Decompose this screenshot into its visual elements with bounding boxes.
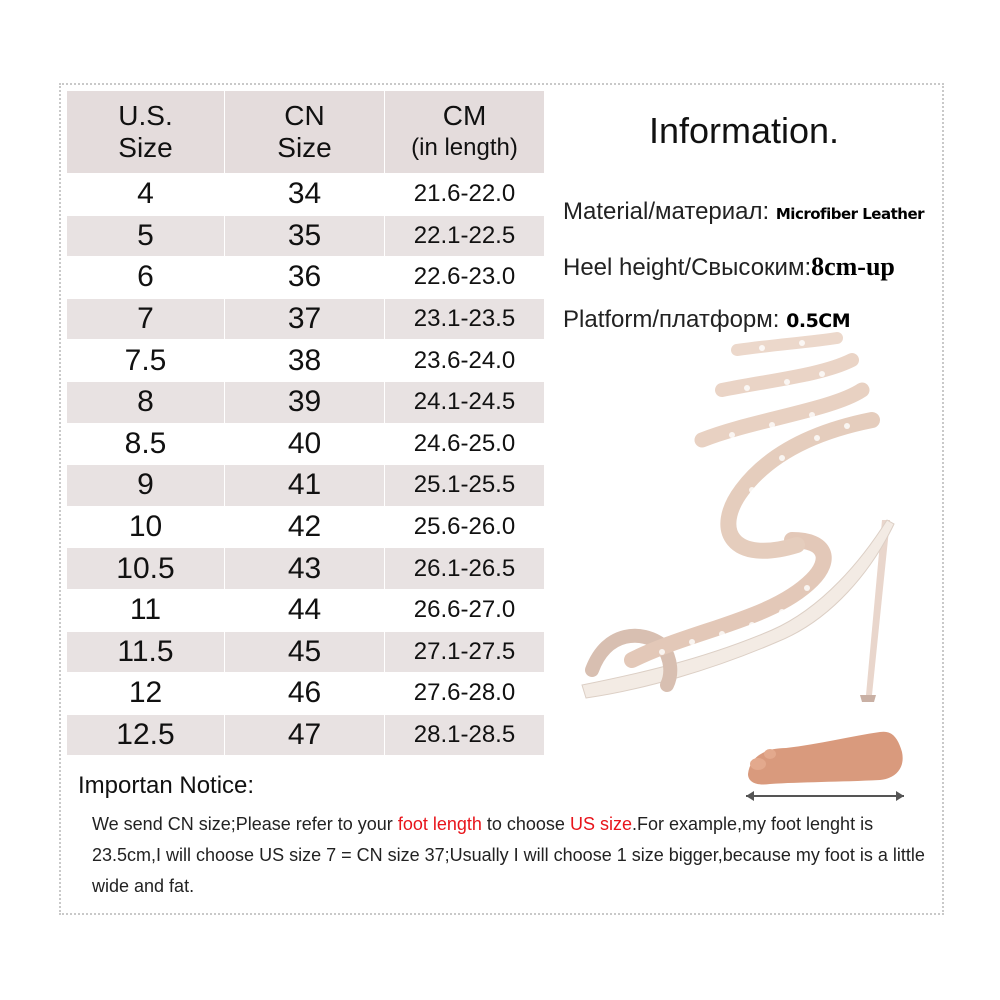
sandal-product-image [572,330,932,710]
cn-size-cell: 46 [225,673,385,715]
heel-height-label: Heel height/Свысоким: [563,254,812,281]
cm-length-cell: 22.6-23.0 [385,257,545,299]
cn-size-cell: 35 [225,215,385,257]
cn-size-header: CN Size [225,91,385,174]
information-heading: Information. [546,90,942,172]
platform-label: Platform/платформ: [563,306,780,333]
us-size-cell: 6 [67,257,225,299]
table-row [67,381,545,423]
us-size-cell: 12 [67,673,225,715]
cm-length-cell: 25.1-25.5 [385,465,545,507]
cn-size-cell: 43 [225,548,385,590]
cn-size-cell: 45 [225,631,385,673]
cn-size-cell: 42 [225,506,385,548]
us-size-cell: 5 [67,215,225,257]
table-row [67,174,545,216]
cm-length-cell: 25.6-26.0 [385,506,545,548]
us-size-cell: 10 [67,506,225,548]
us-size-cell: 11.5 [67,631,225,673]
cm-length-cell: 27.6-28.0 [385,673,545,715]
platform-value: 0.5CM [786,310,851,332]
table-row [67,465,545,507]
cn-size-cell: 37 [225,298,385,340]
cn-size-cell: 36 [225,257,385,299]
foot-length-highlight: foot length [397,814,482,834]
table-row [67,589,545,631]
cn-size-cell: 41 [225,465,385,507]
material-value: Microfiber Leather [775,205,925,223]
us-size-highlight: US size [569,814,632,834]
size-chart-table [66,90,545,756]
us-size-cell: 12.5 [67,714,225,756]
us-size-cell: 7 [67,298,225,340]
cm-length-cell: 27.1-27.5 [385,631,545,673]
table-header-row [67,91,545,174]
heel-height-value: 8cm-up [811,252,895,281]
cm-length-cell: 24.1-24.5 [385,381,545,423]
us-size-header: U.S. Size [67,91,225,174]
us-size-cell: 8.5 [67,423,225,465]
foot-measurement-image [740,722,910,804]
material-label: Material/материал: [563,198,770,225]
notice-title: Importan Notice: [78,772,255,799]
cm-length-cell: 28.1-28.5 [385,714,545,756]
cm-length-cell: 26.1-26.5 [385,548,545,590]
us-size-cell: 9 [67,465,225,507]
table-row [67,340,545,382]
table-row [67,548,545,590]
material-spec [563,198,924,226]
cm-length-cell: 23.1-23.5 [385,298,545,340]
table-row [67,215,545,257]
cm-length-cell: 23.6-24.0 [385,340,545,382]
us-size-cell: 11 [67,589,225,631]
cn-size-cell: 47 [225,714,385,756]
cm-length-header: CM (in length) [385,91,545,174]
cn-size-cell: 38 [225,340,385,382]
us-size-cell: 4 [67,174,225,216]
table-row [67,714,545,756]
table-row [67,506,545,548]
table-row [67,423,545,465]
heel-height-spec [563,252,895,282]
us-size-cell: 7.5 [67,340,225,382]
table-row [67,257,545,299]
table-row [67,673,545,715]
cn-size-cell: 39 [225,381,385,423]
cn-size-cell: 34 [225,174,385,216]
cn-size-cell: 40 [225,423,385,465]
cm-length-cell: 24.6-25.0 [385,423,545,465]
cm-length-cell: 22.1-22.5 [385,215,545,257]
table-row [67,631,545,673]
cm-length-cell: 26.6-27.0 [385,589,545,631]
cn-size-cell: 44 [225,589,385,631]
table-row [67,298,545,340]
us-size-cell: 8 [67,381,225,423]
us-size-cell: 10.5 [67,548,225,590]
notice-body: We send CN size;Please refer to your foot length to choose US size.For example,my foot lenght is 23.5cm,I will choose US size 7 = CN size 37;Usually I will choose 1 size bigger,because my foot is a little wide and fat. [92,814,925,896]
cm-length-cell: 21.6-22.0 [385,174,545,216]
